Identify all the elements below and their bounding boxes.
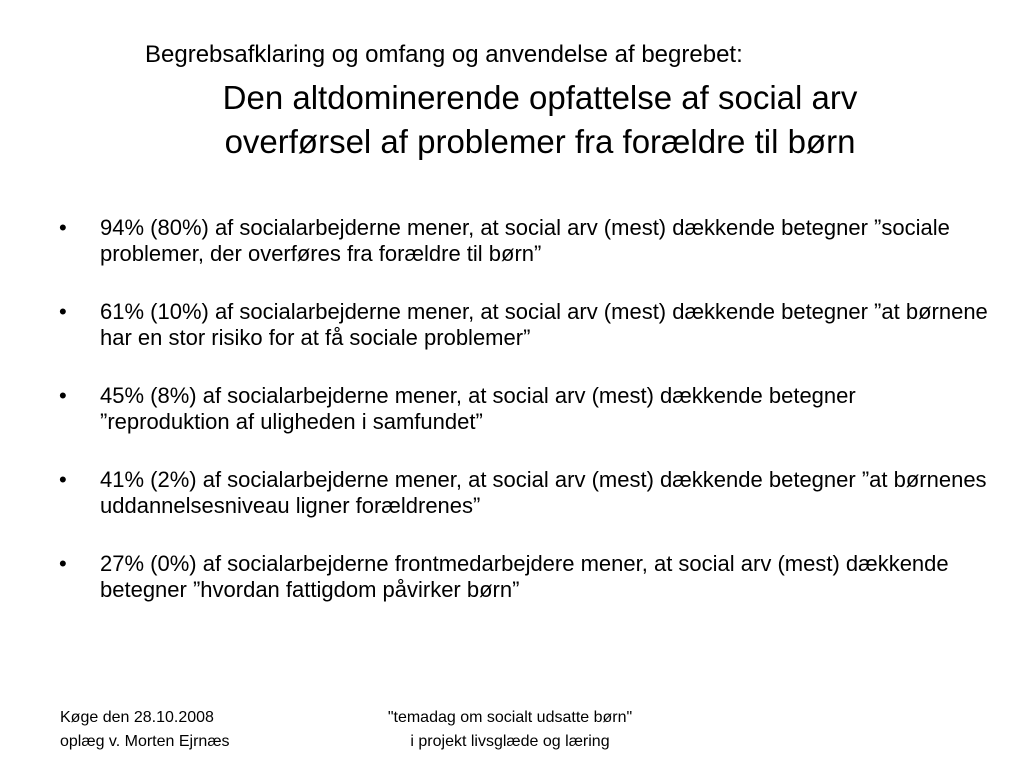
footer-event: "temadag om socialt udsatte børn" [387, 709, 633, 726]
bullet-item [59, 215, 989, 267]
bullet-list [59, 215, 989, 635]
bullet-text: 61% (10%) af socialarbejderne mener, at social arv (mest) dækkende betegner ”at børnene har en stor risiko for at få sociale problemer” [100, 299, 988, 350]
bullet-text: 41% (2%) af socialarbejderne mener, at social arv (mest) dækkende betegner ”at børnenes uddannelsesniveau ligner forældrenes” [100, 467, 987, 518]
bullet-item [59, 383, 989, 435]
bullet-dot: • [59, 383, 67, 408]
footer-center [340, 706, 680, 754]
bullet-text: 94% (80%) af socialarbejderne mener, at social arv (mest) dækkende betegner ”sociale problemer, der overføres fra forældre til børn” [100, 215, 950, 266]
footer-date: Køge den 28.10.2008 [60, 709, 214, 726]
bullet-dot: • [59, 215, 67, 240]
footer-project: i projekt livsglæde og læring [410, 733, 610, 750]
bullet-text: 27% (0%) af socialarbejderne frontmedarbejdere mener, at social arv (mest) dækkende betegner ”hvordan fattigdom påvirker børn” [100, 551, 949, 602]
title-lead: Begrebsafklaring og omfang og anvendelse af begrebet: [145, 41, 743, 68]
bullet-item [59, 467, 989, 519]
title-line-2: overførsel af problemer fra forældre til børn [224, 123, 856, 160]
title-main [140, 76, 940, 164]
bullet-dot: • [59, 299, 67, 324]
footer-presenter: oplæg v. Morten Ejrnæs [60, 733, 230, 750]
bullet-dot: • [59, 551, 67, 576]
bullet-text: 45% (8%) af socialarbejderne mener, at social arv (mest) dækkende betegner ”reproduktion af uligheden i samfundet” [100, 383, 856, 434]
footer-left [60, 706, 230, 754]
bullet-item [59, 551, 989, 603]
bullet-item [59, 299, 989, 351]
bullet-dot: • [59, 467, 67, 492]
title-line-1: Den altdominerende opfattelse af social arv [222, 79, 858, 116]
